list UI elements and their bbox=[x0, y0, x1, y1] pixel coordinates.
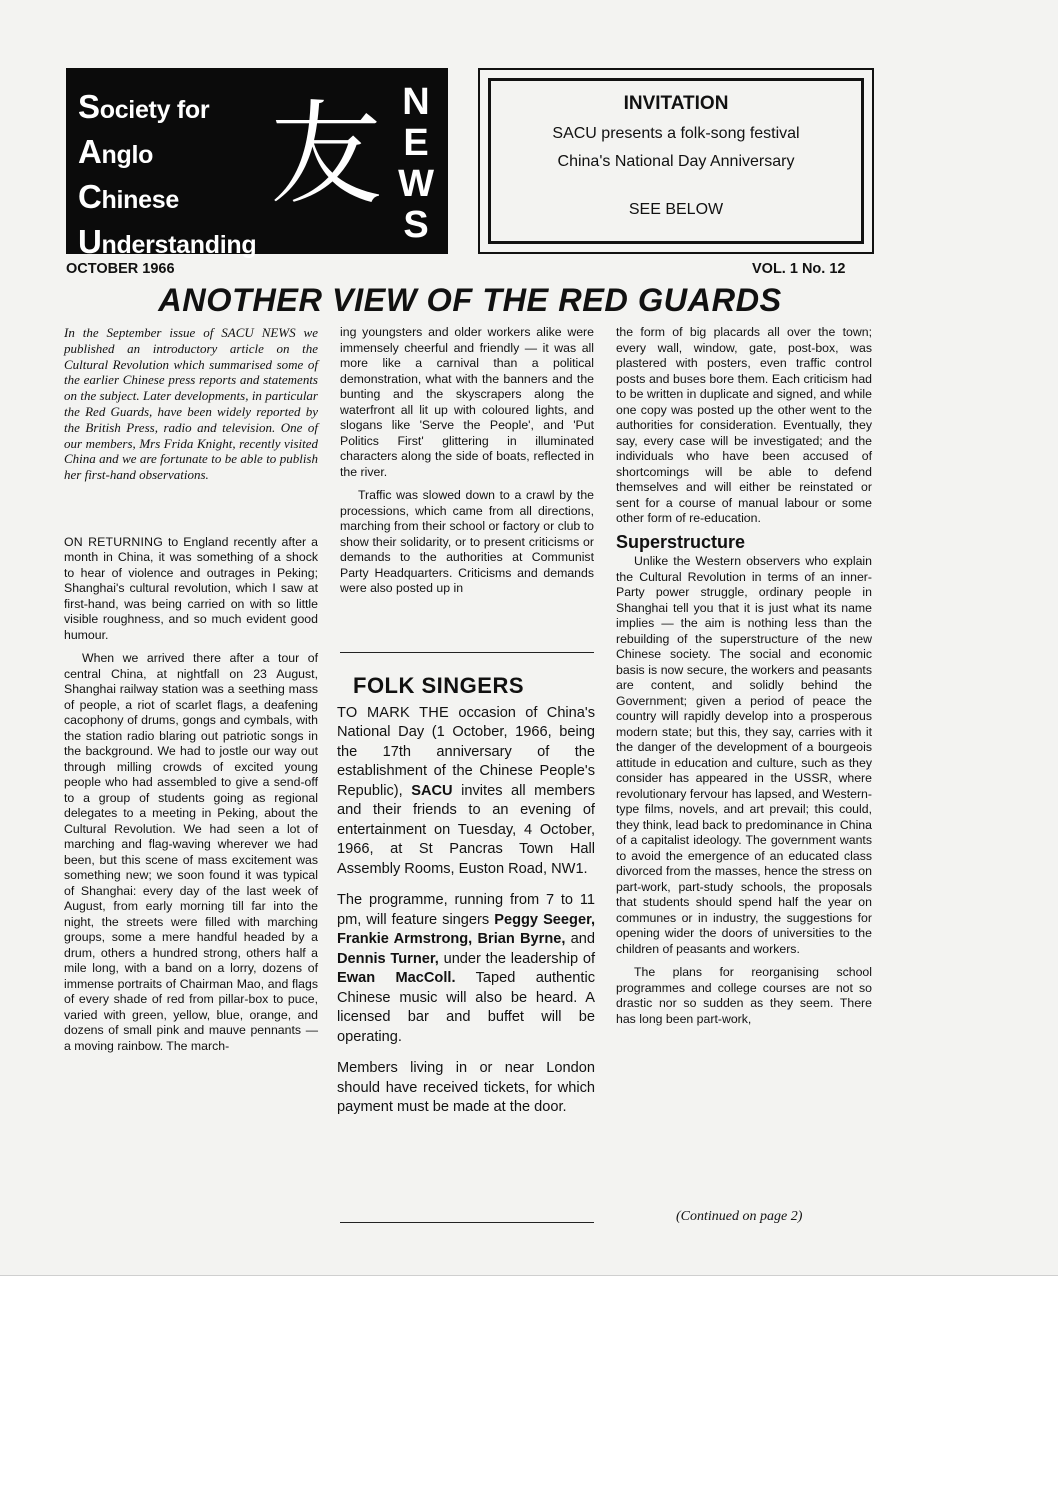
subheading: Superstructure bbox=[616, 531, 746, 552]
sacu-name: SACU bbox=[411, 782, 453, 799]
article-intro: In the September issue of SACU NEWS we published an introductory article on the Cultural Revolution which summarised some of the earlier Chinese press reports and statements on the subject. Later developments, in particular the Red Guards, have been widely reported by the British Press, radio and television. One of our members, Mrs Frida Knight, recently visited China and we are fortunate to be able to publish her first-hand observations. bbox=[64, 325, 318, 483]
article-paragraph: ing youngsters and older workers alike were immensely cheerful and friendly — it was all more like a carnival than a political demonstration, what with the banners and the bunting and the skyscrapers along the waterfront all lit up with coloured lights, and slogans like 'Serve the People', and 'Put Politics First' glittering in illuminated characters along the side of boats, reflected in the river. bbox=[340, 325, 594, 479]
folk-paragraph bbox=[337, 891, 595, 1047]
org-word: hinese bbox=[101, 186, 179, 214]
paragraph-lead: ON RETURNING bbox=[64, 534, 163, 549]
paragraph-lead: TO MARK THE bbox=[337, 704, 449, 721]
invitation-line: China's National Day Anniversary bbox=[557, 153, 795, 170]
article-column-1 bbox=[64, 325, 318, 1062]
friendship-character: 友 bbox=[270, 90, 382, 220]
main-headline: ANOTHER VIEW OF THE RED GUARDS bbox=[158, 282, 782, 318]
invitation-title: INVITATION bbox=[623, 93, 729, 114]
paragraph-text: occasion of China's National Day (1 October, 1966, being the 17th anniversary of the establishment of the Chinese People's Republic), bbox=[337, 704, 595, 799]
org-word: nderstanding bbox=[101, 231, 257, 259]
news-letter: E bbox=[403, 122, 429, 164]
paragraph-text: under the leadership of bbox=[438, 950, 596, 967]
article-paragraph: Unlike the Western observers who explain the Cultural Revolution in terms of an inner-Party power struggle, ordinary people in Shanghai tell you that it is just what its name implies — the aim is nothing less than the rebuilding of the superstructure of the new Chinese society. The social and economic basis is now secure, the workers and peasants are content, and solidly behind the Government; given a period of peace the country will rapidly develop into a prosperous modern state; but this, they say, carries with it the danger of the development of a bourgeois attitude in education and culture, such as they consider has appeared in the USSR, where revolutionary fervour has lapsed, and Western-type films, novels, and art prevail; this could, they think, lead back to predominance in China of a capitalist ideology. The government wants to avoid the emergence of an educated class divorced from the masses, hence the stress on part-work, part-study schools, the proposals that students should spend half the year on communes or in industry, the suggestions for opening wider the doors of universities to the children of peasants and workers. bbox=[616, 554, 872, 956]
article-column-3 bbox=[616, 325, 872, 1035]
folk-paragraph: Members living in or near London should have received tickets, for which payment must be made at the door. bbox=[337, 1060, 595, 1115]
article-column-2 bbox=[340, 325, 594, 605]
article-paragraph: When we arrived there after a tour of central China, at nightfall on 23 August, Shanghai railway station was a seething mass of people, a riot of scarlet flags, a deafening cacophony of drums, gongs and cymbals, with the station radio blaring out patriotic songs in the background. We had to jostle our way out through milling crowds of excited young people who had assembled to give a send-off to a group of students going as regional delegates to a meeting in Peking, about the Cultural Revolution. We had seen a lot of marching and flag-waving wherever we had been, but this scene of mass excitement was something new; we soon found it was typical of Shanghai: every day of the last week of August, from early morning till far into the night, the streets were filled with marching groups, some a mere handful headed by a drum, others a hundred strong, others half a mile long, with a band on a lorry, dozens of immense portraits of Chairman Mao, and flags of every shade of red from pillar-box to puce, varied with green, yellow, blue, orange, and dozens of small pink and mauve pennants — a moving rainbow. The march- bbox=[64, 651, 318, 1053]
news-letter: S bbox=[403, 204, 429, 246]
singer-name: Dennis Turner, bbox=[337, 950, 439, 967]
folk-paragraph bbox=[337, 704, 595, 880]
masthead-logo bbox=[66, 68, 448, 260]
section-divider bbox=[340, 1222, 594, 1223]
org-initial: C bbox=[78, 178, 102, 215]
leader-name: Ewan MacColl. bbox=[337, 970, 456, 986]
continued-note: (Continued on page 2) bbox=[676, 1209, 803, 1224]
news-letter: W bbox=[398, 163, 434, 205]
org-word: nglo bbox=[101, 141, 154, 169]
folk-singers-section bbox=[337, 673, 596, 1130]
section-divider bbox=[340, 652, 594, 653]
news-wordmark bbox=[394, 82, 438, 246]
invitation-inner-frame bbox=[488, 78, 864, 244]
org-initial: U bbox=[78, 223, 102, 260]
paragraph-text: The programme, running from 7 to 11 pm, will feature singers bbox=[337, 892, 595, 928]
article-paragraph: The plans for reorganising school programmes and college courses are not so drastic nor so sudden as they seem. There has long been part-work, bbox=[616, 965, 872, 1026]
paragraph-text: and bbox=[565, 931, 596, 947]
singer-name: Brian Byrne, bbox=[477, 931, 566, 947]
paragraph-text: Taped authentic Chinese music will also be heard. A licensed bar and buffet will be operating. bbox=[337, 970, 595, 1045]
org-initial: A bbox=[78, 133, 102, 170]
blank-area bbox=[0, 1275, 1058, 1498]
article-paragraph: Traffic was slowed down to a crawl by the processions, which came from all directions, marching from their school or factory or club to show their solidarity, or to present criticisms or demands to the authorities at Communist Party Headquarters. Criticisms and demands were also posted up in bbox=[340, 488, 594, 595]
masthead-org-name bbox=[78, 86, 256, 266]
singer-name: Frankie Armstrong, bbox=[337, 931, 473, 947]
article-paragraph bbox=[64, 535, 318, 644]
folk-singers-title: FOLK SINGERS bbox=[353, 673, 525, 698]
issue-date: OCTOBER 1966 bbox=[66, 261, 175, 277]
invitation-see-below: SEE BELOW bbox=[628, 201, 724, 218]
invitation-line: SACU presents a folk-song festival bbox=[552, 125, 800, 142]
article-paragraph: the form of big placards all over the town; every wall, window, gate, post-box, was plastered with posters, even traffic control posts and buses bore them. Each criticism had to be written in duplicate and signed, and while one copy was posted up the other went to the authorities for consideration. Eventually, they say, every case will be investigated; and the individuals who have been accused of shortcomings will be able to defend themselves and will either be reinstated or sent for a course of manual labour or some other form of re-education. bbox=[616, 325, 872, 525]
issue-volume: VOL. 1 No. 12 bbox=[752, 261, 846, 277]
org-initial: S bbox=[78, 88, 100, 125]
paragraph-text: to England recently after a month in China, it was something of a shock to hear of violence and outrages in Peking; Shanghai's cultural revolution, which I saw at first-hand, was being carried on with so little visible roughness, and so much evident good humour. bbox=[64, 534, 319, 642]
news-letter: N bbox=[402, 81, 430, 123]
invitation-box bbox=[478, 68, 874, 254]
paragraph-text: invites all members and their friends to an evening of entertainment on Tuesday, 4 October, 1966, at St Pancras Town Hall Assembly Rooms, Euston Road, NW1. bbox=[337, 782, 596, 877]
singer-name: Peggy Seeger, bbox=[494, 911, 595, 928]
org-word: ociety for bbox=[99, 96, 210, 124]
